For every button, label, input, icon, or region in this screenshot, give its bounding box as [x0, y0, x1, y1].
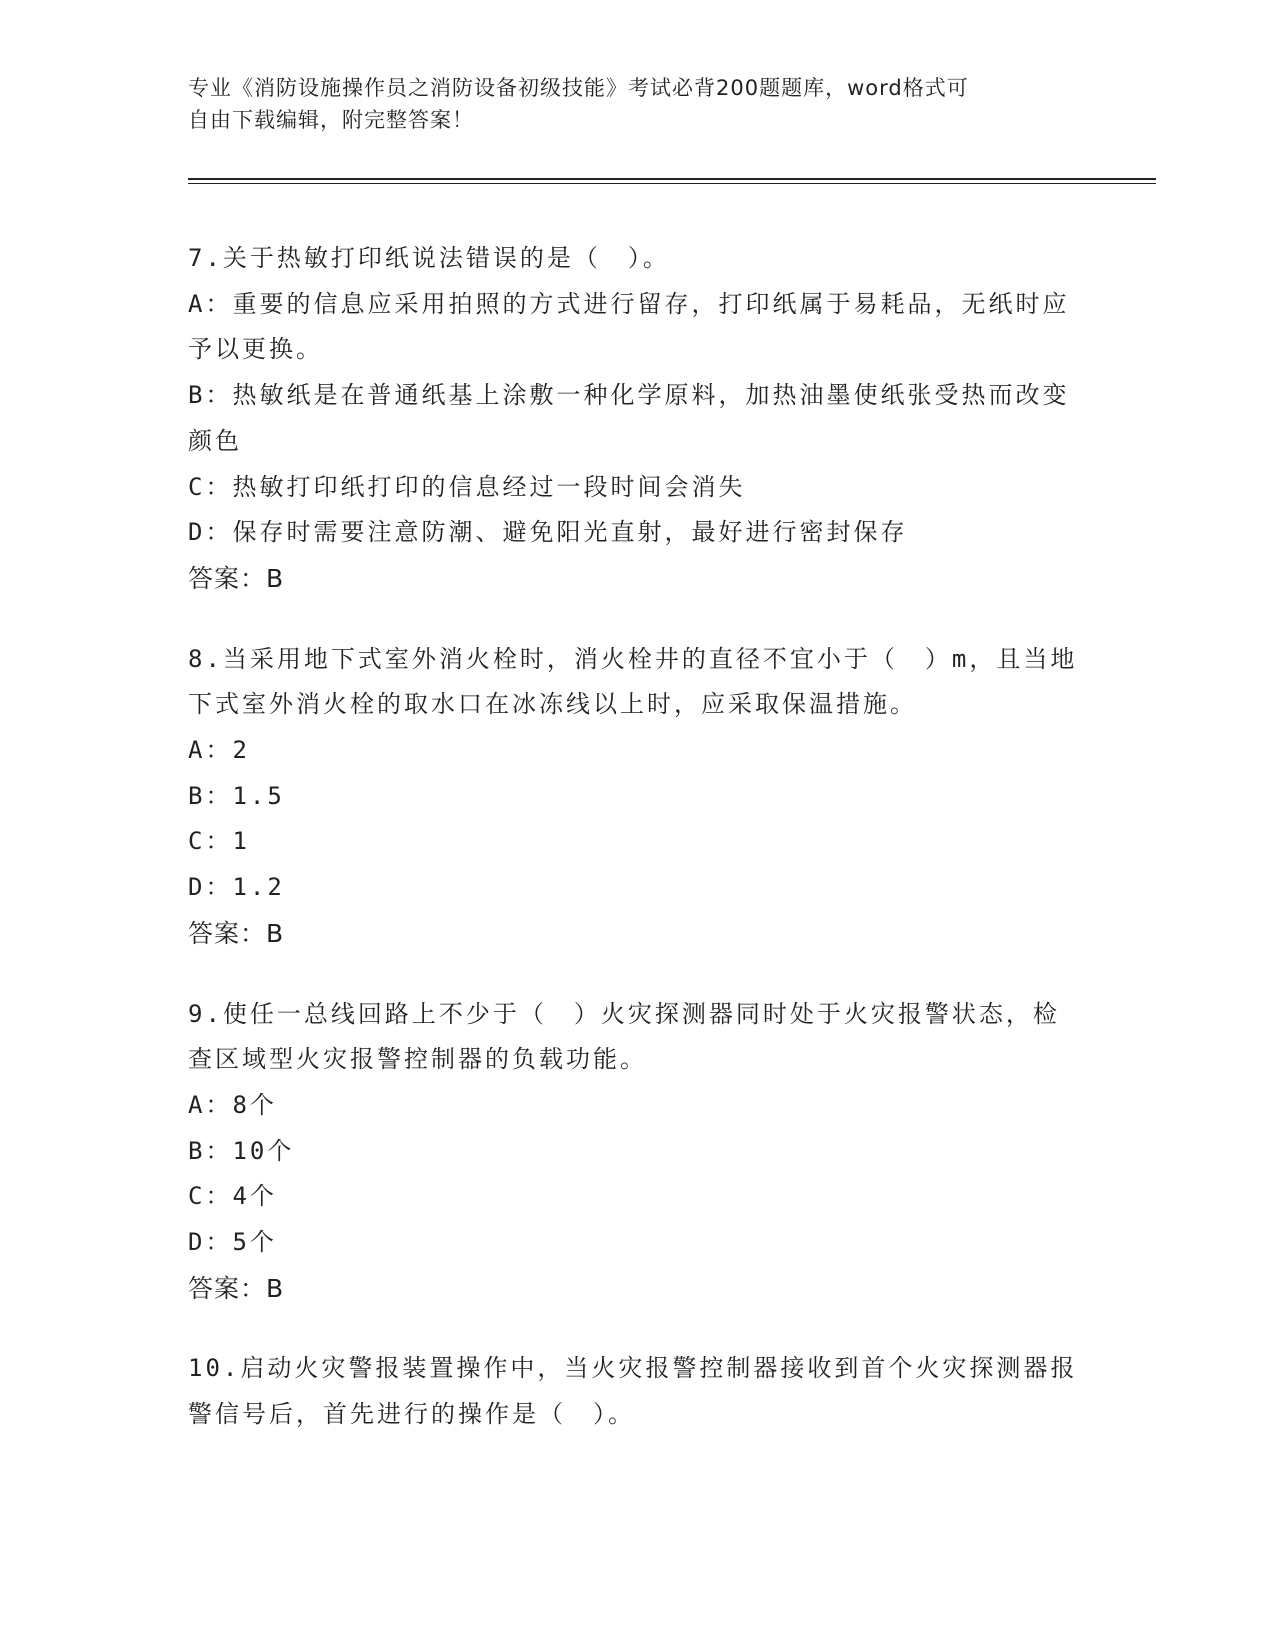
question-text: 8.当采用地下式室外消火栓时，消火栓井的直径不宜小于（ ）m，且当地下式室外消火栓的取水口在冰冻线以上时，应采取保温措施。	[188, 644, 1078, 719]
option-b: B：热敏纸是在普通纸基上涂敷一种化学原料，加热油墨使纸张受热而改变颜色	[188, 381, 1070, 455]
option-c: C：1	[188, 827, 250, 856]
answer: 答案：B	[188, 1273, 285, 1303]
answer: 答案：B	[188, 918, 285, 948]
option-c: C：热敏打印纸打印的信息经过一段时间会消失	[188, 472, 746, 501]
question-text: 9.使任一总线回路上不少于（ ）火灾探测器同时处于火灾报警状态，检查区域型火灾报警控制器的负载功能。	[188, 999, 1060, 1074]
question-text: 7.关于热敏打印纸说法错误的是（ ）。	[188, 244, 670, 272]
option-d: D：1.2	[188, 873, 285, 902]
option-d: D：5个	[188, 1228, 277, 1257]
option-a: A：8个	[188, 1090, 277, 1119]
question-9	[188, 992, 1083, 1312]
option-a: A：重要的信息应采用拍照的方式进行留存，打印纸属于易耗品，无纸时应予以更换。	[188, 289, 1070, 364]
question-list	[188, 236, 1083, 1473]
answer: 答案：B	[188, 563, 285, 593]
question-8	[188, 637, 1083, 957]
header-line-1: 专业《消防设施操作员之消防设备初级技能》考试必背200题题库，word格式可	[188, 76, 969, 100]
option-a: A：2	[188, 736, 250, 765]
question-10	[188, 1346, 1083, 1437]
document-header	[188, 72, 1068, 136]
question-text: 10.启动火灾警报装置操作中，当火灾报警控制器接收到首个火灾探测器报警信号后，首先进行的操作是（ ）。	[188, 1354, 1078, 1429]
header-line-2: 自由下载编辑，附完整答案！	[188, 108, 474, 132]
option-b: B：1.5	[188, 781, 285, 810]
header-divider-thin	[188, 183, 1156, 184]
option-b: B：10个	[188, 1136, 295, 1165]
question-7	[188, 236, 1083, 602]
option-d: D：保存时需要注意防潮、避免阳光直射，最好进行密封保存	[188, 518, 908, 547]
option-c: C：4个	[188, 1182, 277, 1211]
header-divider-thick	[188, 178, 1156, 180]
